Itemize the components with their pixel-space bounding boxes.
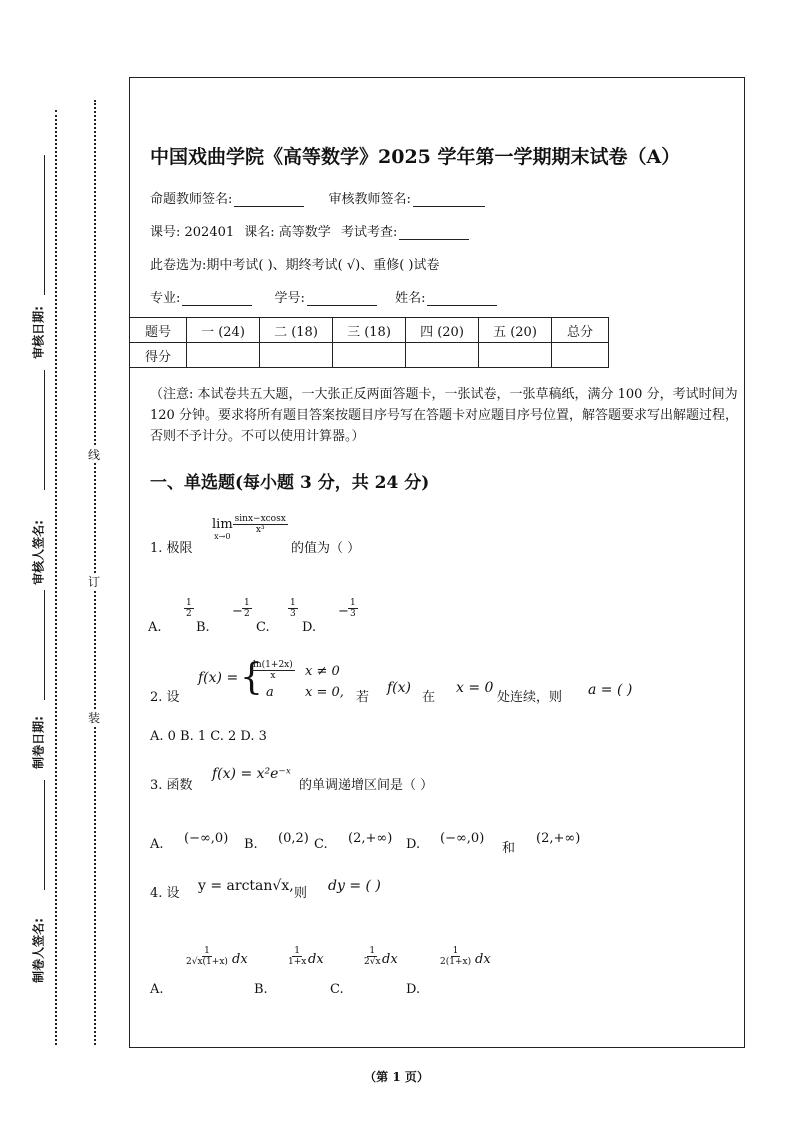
margin-char-xian: 线 [88,448,101,462]
q4-prefix: 4. 设 [150,886,180,901]
q3-option-b[interactable]: (0,2) [278,831,309,846]
q4-then: 则 [294,886,308,901]
q4-options [150,946,550,1002]
exam-type-label: 考试考查: [340,225,398,240]
score-header: 题号 [130,318,187,343]
q4-label-d: D. [406,982,421,997]
q3-label-c: C. [314,837,328,852]
q1-option-b-sign: − [232,604,243,619]
q4-option-a[interactable]: $\frac{1}{2√x(1+x)}$ [186,946,228,967]
q3-stem [150,766,470,796]
setter-blank[interactable] [234,192,304,207]
q3-and: 和 [502,841,516,856]
q3-option-c[interactable]: (2,+∞) [348,831,393,846]
q1-option-d[interactable]: $\frac{1}{3}$ [350,598,356,619]
q2-at: 在 [422,690,436,705]
score-value-row [130,343,609,368]
q1-lim: lim [212,517,233,532]
major-blank[interactable] [182,291,252,306]
q2-case2-cond: x = 0, [305,685,344,700]
q1-limit [212,514,288,541]
q2-if: 若 [356,690,370,705]
exam-type-blank[interactable] [399,225,469,240]
q4-label-c: C. [330,982,344,997]
q4-dx-a: dx [232,952,248,967]
name-blank[interactable] [427,291,497,306]
margin-char-ding: 订 [88,575,101,589]
q1-options [148,598,408,638]
course-line [150,221,473,240]
q1-label-d: D. [302,620,317,635]
q3-label-d: D. [406,837,421,852]
score-header: 四 (20) [406,318,479,343]
signature-line [150,188,489,207]
q4-option-d[interactable]: $\frac{1}{2(1+x)}$ [440,946,472,967]
q2-brace: { [240,657,263,698]
q1-suffix: 的值为（ ） [291,541,361,556]
q4-stem [150,876,450,900]
score-header: 一 (24) [187,318,260,343]
major-label: 专业: [150,291,181,306]
paper-for-line: 此卷选为:期中考试( )、期终考试( √)、重修( )试卷 [150,258,440,273]
margin-char-zhuang: 装 [88,711,101,725]
course-name: 课名: 高等数学 [244,225,331,240]
maker-sign-label: 制卷人签名: [31,918,46,983]
q1-lim-sub: x→0 [214,532,231,541]
section-1-heading: 一、单选题(每小题 3 分，共 24 分) [150,473,430,493]
q3-option-d[interactable]: (−∞,0) [440,831,485,846]
q1-label-a: A. [148,620,162,635]
setter-label: 命题教师签名: [150,192,233,207]
q3-prefix: 3. 函数 [150,778,193,793]
page-footer: （第 1 页） [364,1070,429,1084]
score-header: 二 (18) [260,318,333,343]
outer-dotted-line [55,110,57,1045]
q3-options [150,828,610,858]
q2-fx: f(x) = [198,670,239,686]
q2-fx2: f(x) [387,680,412,696]
q1-prefix: 1. 极限 [150,541,193,556]
student-info-line [150,287,501,306]
score-cell[interactable] [552,343,609,368]
q2-case1-value: $\frac{\ln(1+2x)}{x}$ [253,660,293,681]
exam-title: 中国戏曲学院《高等数学》2025 学年第一学期期末试卷（A） [150,146,681,168]
reviewer-blank[interactable] [413,192,485,207]
q2-case1-cond: x ≠ 0 [305,664,340,679]
score-cell[interactable] [406,343,479,368]
q3-label-a: A. [150,837,164,852]
q4-label-b: B. [254,982,268,997]
q1-option-b[interactable]: $\frac{1}{2}$ [244,598,250,619]
maker-sign-line [44,780,45,890]
q4-dy: dy = ( ) [328,878,381,894]
q3-option-d-extra: (2,+∞) [536,831,581,846]
audit-date-line [44,155,45,295]
score-cell[interactable] [260,343,333,368]
score-table [129,317,609,368]
q4-dx-d: dx [475,952,491,967]
exam-note: （注意: 本试卷共五大题，一大张正反两面答题卡，一张试卷，一张草稿纸，满分 100 分，考试时间为 120 分钟。要求将所有题目答案按题目序号写在答题卡对应题目序号位置，解答题要求写出解题过程，否则不予计分。不可以使用计算器。） [150,387,738,444]
q4-option-b[interactable]: $\frac{1}{1+x}$ [288,946,307,967]
q2-prefix: 2. 设 [150,690,180,705]
q4-option-c[interactable]: $\frac{1}{2√x}$ [364,946,381,967]
q3-suffix: 的单调递增区间是（ ） [299,778,434,793]
make-date-line [44,590,45,700]
score-cell[interactable] [333,343,406,368]
score-cell[interactable] [187,343,260,368]
q1-option-c[interactable]: $\frac{1}{3}$ [290,598,296,619]
q1-option-a[interactable]: $\frac{1}{2}$ [186,598,192,619]
auditor-sign-line [44,370,45,490]
course-no: 课号: 202401 [150,225,235,240]
audit-date-label: 审核日期: [31,306,46,359]
q4-dx-c: dx [382,952,398,967]
auditor-sign-label: 审核人签名: [31,520,46,585]
q2-options[interactable]: A. 0 B. 1 C. 2 D. 3 [150,729,267,744]
score-row-label: 得分 [130,343,187,368]
q1-label-c: C. [256,620,270,635]
score-cell[interactable] [479,343,552,368]
reviewer-label: 审核教师签名: [328,192,411,207]
score-header: 总分 [552,318,609,343]
q1-den: x³ [255,525,265,535]
q4-dx-b: dx [308,952,324,967]
q1-label-b: B. [196,620,210,635]
q2-a: a = ( ) [588,682,633,698]
score-header: 三 (18) [333,318,406,343]
q1-num: sinx−xcosx [234,514,286,524]
name-label: 姓名: [395,291,426,306]
q2-continuous: 处连续，则 [497,690,563,705]
q3-label-b: B. [244,837,258,852]
q3-option-a[interactable]: (−∞,0) [184,831,229,846]
student-id-blank[interactable] [307,291,377,306]
q4-expr: y = arctan√x, [198,878,294,894]
q3-expr: f(x) = x²e⁻ˣ [212,766,291,782]
q1-fraction [233,514,288,535]
q4-label-a: A. [150,982,164,997]
q2-case2-value: a [266,685,274,700]
q2-stem [150,657,670,710]
make-date-label: 制卷日期: [31,716,46,769]
score-header-row [130,318,609,343]
q1-option-d-sign: − [338,604,349,619]
student-id-label: 学号: [274,291,305,306]
q2-x0: x = 0 [456,680,494,696]
score-header: 五 (20) [479,318,552,343]
